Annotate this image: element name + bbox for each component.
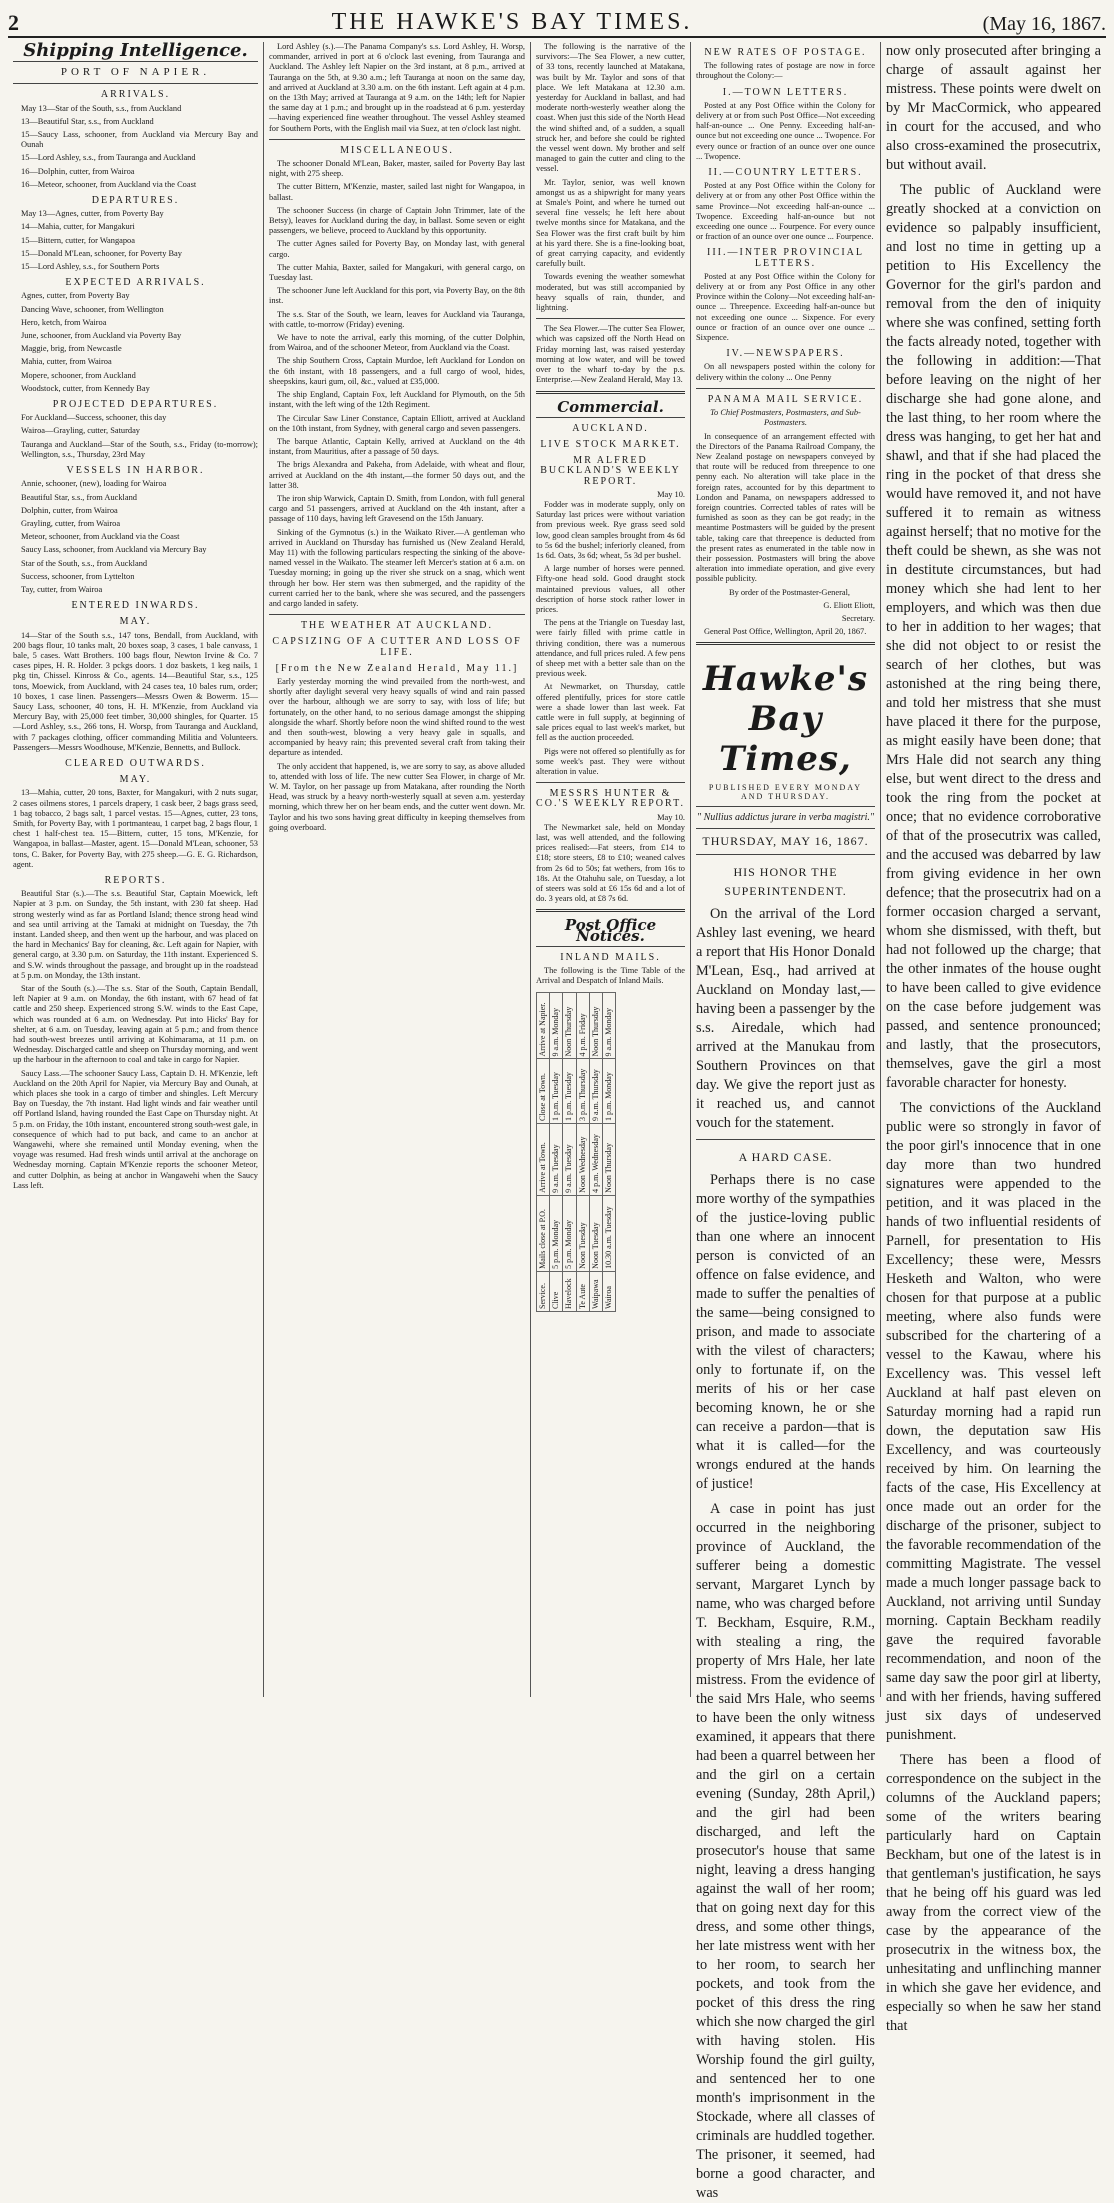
list-item: 15—Saucy Lass, schooner, from Auckland via Mercury Bay and Ounah	[21, 130, 258, 150]
divider	[536, 946, 685, 947]
divider	[696, 828, 875, 829]
hard-case-paragraph: Perhaps there is no case more worthy of the sympathies of the justice-loving public than one where an innocent person is convicted of an offence on false evidence, and made to suffer the penalties of the same—being consigned to prison, and made to associate with the vilest of characters; only to fortunate if, on the merits of his or her case becoming known, he or she can receive a pardon—that is what it is called—for the wrongs endured at the hands of justice!	[696, 1172, 875, 1493]
list-item: Dolphin, cutter, from Wairoa	[21, 505, 118, 515]
newspaper-title: THE HAWKE'S BAY TIMES.	[331, 9, 693, 35]
continued-paragraph: The convictions of the Auckland public were so strongly in favor of the poor girl's innocence that in one day more than two hundred signatures were appended to the petition, and it was placed in the hands of two influential residents of Parnell, for presentation to His Excellency; these were, Messrs Hesketh and Walton, who were chosen for that purpose at a public meeting, where also funds were subscribed for the chartering of a vessel to the Kawau, where his Excellency was. This vessel left Auckland at half past eleven on Saturday morning had a rapid run down, the deputation saw His Excellency, and was courteously received by him. On learning the facts of the case, His Excellency at once made out an order for the discharge of the prisoner, subject to the favorable recommendation of the committing Magistrate. The vessel made a much longer passage back to Auckland, not arriving until Sunday morning. Captain Beckham readily gave the required favorable recommendation, and noon of the same day saw the poor girl at liberty, and with her friends, having suffered just six days of undeserved punishment.	[886, 1100, 1101, 1743]
reports-heading: REPORTS.	[104, 875, 167, 886]
table-cell: 9 a.m. Tuesday	[550, 1124, 563, 1196]
table-cell: 4 p.m. Friday	[576, 993, 589, 1059]
divider	[536, 909, 685, 912]
divider	[536, 391, 685, 394]
table-header-row	[537, 993, 550, 1312]
weather-paragraph: Early yesterday morning the wind prevailed from the north-west, and shortly after daylight several very heavy squalls of wind and rain passed over the harbour, although we are sorry to say, with loss of life; but fortunately, on the other hand, to no serious damage amongst the shipping alongside the wharf. Shortly before noon the wind shifted round to the west and then south-west, blowing a very heavy gale in squalls, and accompanied by heavy rain; this prevented several craft from taking their departure as intended.	[269, 676, 525, 758]
expected-heading: EXPECTED ARRIVALS.	[65, 277, 206, 289]
lord-ashley-report: Lord Ashley (s.).—The Panama Company's s.s. Lord Ashley, H. Worsp, commander, arrived in port at 6 o'clock last evening, from Tauranga and Auckland. The Ashley left Napier on the 3rd instant, at 8 p.m., arrived at Tauranga on the 5th, at 9.30 a.m.; left Tauranga at noon on the same day, and arrived at Auckland at 3.30 a.m. on the 6th instant. Left again at 4 p.m. on the 13th May; arrived at Tauranga at 9 a.m. on the 14th; left for Napier the same day at 1 p.m.; and brought up in the roadstead at 6 p.m. yesterday—having experienced fine weather throughout. The vessel Ashley steamed for Southern Ports, with the English mail via Suez, at ten o'clock last night.	[269, 42, 525, 133]
misc-paragraph: We have to note the arrival, early this morning, of the cutter Dolphin, from Wairoa, and of the schooner Meteor, from Auckland via the Coast.	[269, 333, 525, 353]
panama-role: Secretary.	[841, 613, 875, 623]
list-item: 16—Dolphin, cutter, from Wairoa	[21, 166, 135, 176]
misc-paragraph: Sinking of the Gymnotus (s.) in the Waikato River.—A gentleman who arrived in Auckland on Thursday has furnished us (New Zealand Herald, May 11) with the following particulars respecting the sinking of the above-named vessel in the Waikato. The steamer left Mercer's station at 6 a.m. on Tuesday morning; in going up the river she struck on a snag, which went through her bow. Her stern was then submerged, and the rapidity of the current carried her to the bank, where she was secured, and the passengers and cargo landed in safety.	[269, 527, 525, 608]
column-shipping	[8, 42, 264, 1697]
misc-paragraph: The ship Southern Cross, Captain Murdoe, left Auckland for London on the 6th instant, with 18 passengers, and a full cargo of wool, hides, sheepskins, kauri gum, oil, &c., valued at £35,000.	[269, 356, 525, 386]
entered-heading: ENTERED INWARDS.	[71, 600, 200, 612]
list-item: Woodstock, cutter, from Kennedy Bay	[21, 383, 150, 393]
list-item: Grayling, cutter, from Wairoa	[21, 518, 121, 528]
misc-paragraph: The cutter Mahia, Baxter, sailed for Mangakuri, with general cargo, on Tuesday last.	[269, 262, 525, 283]
report-paragraph: Saucy Lass.—The schooner Saucy Lass, Captain D. H. M'Kenzie, left Auckland on the 20th April for Napier, via Mercury Bay and Ounah, at which places she took in a cargo of timber and shingles. Left Mercury Bay on Tuesday, the 7th instant. Had light winds and fair weather until off Portland Island, having rounded the East Cape on Thursday night. At 5 p.m. on Friday, the 10th instant, encountered strong south-west gale, in consequence of which had to put back, and came to an anchor at Wangawehi, where she remained until Monday evening, when the voyage was resumed. Had fresh winds until arrival at the anchorage on Wednesday morning. Captain M'Kenzie reports the schooner Meteor, and cutter Dolphin, as being at anchor in Wangawehi when the Saucy Lass left.	[13, 1068, 258, 1190]
market-paragraph: Pigs were not offered so plentifully as for some week's past. They were without alteration in value.	[536, 746, 685, 776]
divider	[13, 61, 258, 62]
report-date: May 10.	[657, 489, 685, 499]
superintendent-text: On the arrival of the Lord Ashley last evening, we heard a report that His Honor Donald M'Lean, Esq., had arrived at Auckland on Monday last,—having been a passenger by the s.s. Airedale, which had arrived at the Manukau from Southern Provinces on that day. We give the report just as it reached us, and cannot vouch for the statement.	[696, 906, 875, 1132]
list-item: Saucy Lass, schooner, from Auckland via Mercury Bay	[21, 545, 207, 555]
table-row	[589, 993, 602, 1312]
list-item: Agnes, cutter, from Poverty Bay	[21, 291, 130, 301]
panama-text: In consequence of an arrangement effected with the Directors of the Panama Railroad Company, the New Zealand postage on newspapers conveyed by that route will be reduced from threepence to one penny each. No alteration will take place in the foreign rates, accounted for by this department to London and Panama, on newspapers addressed to foreign countries. Corrected tables of rates will be furnished as soon as they can be got ready; in the meantime Postmasters will be guided by the present table, taking care that threepence is deducted from the present rates as enumerated in the table now in their possession. Postmasters will bring the above alteration into immediate operation, and give every possible publicity.	[696, 431, 875, 584]
report-paragraph: Beautiful Star (s.).—The s.s. Beautiful Star, Captain Moewick, left Napier at 3 p.m. on Sunday, the 5th instant, with 230 fat sheep. Had strong westerly wind as far as Portland Island; thence strong head wind and sea until arriving at the Tamaki at midnight on Tuesday, the 7th instant. Landed sheep, and then went up the harbour, and was placed on the hard in Mechanics' Bay for cleaning, &c. Left again for Napier, with general cargo, at 3.30 p.m. on Saturday, the 11th instant. Experienced S. and S.W. winds throughout the passage, and brought up in the roadstead at 5 p.m. on Monday, the 13th instant.	[13, 889, 258, 980]
list-item: 13—Beautiful Star, s.s., from Auckland	[21, 116, 154, 126]
table-cell: 1 p.m. Tuesday	[563, 1059, 576, 1124]
mail-table-wrap	[536, 992, 685, 1322]
weather-paragraph: The only accident that happened, is, we are sorry to say, as above alluded to, attended with loss of life. The new cutter Sea Flower, in charge of Mr. W. M. Taylor, on her passage up from Matakana, after rounding the North Head, was struck by a heavy north-westerly squall at seven a.m. yesterday morning, which threw her on her beam ends, and the cutter went down. Mr. Taylor and his two sons having great difficulty in keeping themselves from going overboard.	[269, 761, 525, 832]
list-item: 14—Mahia, cutter, for Mangakuri	[21, 222, 135, 232]
list-item: 15—Donald M'Lean, schooner, for Poverty Bay	[21, 248, 182, 258]
divider	[13, 83, 258, 84]
columns	[8, 40, 1106, 2202]
list-item: Success, schooner, from Lyttelton	[21, 571, 135, 581]
masthead	[8, 8, 1106, 38]
town-letters-text: Posted at any Post Office within the Colony for delivery at or from such Post Office—Not exceeding half-an-ounce ... One Penny. Exceeding half-an-ounce but not exceeding one ounce ... Twopence. For every ounce or fraction of an ounce over one ounce ... Twopence.	[696, 100, 875, 161]
panama-place: General Post Office, Wellington, April 20, 1867.	[704, 627, 867, 637]
weather-subheading: CAPSIZING OF A CUTTER AND LOSS OF LIFE.	[272, 636, 522, 658]
list-item: Hero, ketch, from Wairoa	[21, 317, 107, 327]
list-item: Beautiful Star, s.s., from Auckland	[21, 492, 137, 502]
list-item: Wairoa—Grayling, cutter, Saturday	[21, 426, 140, 436]
postage-intro: The following rates of postage are now in force throughout the Colony:—	[696, 61, 875, 81]
entered-month: MAY.	[119, 616, 152, 628]
misc-paragraph: The cutter Bittern, M'Kenzie, master, sailed last night for Wangapoa, in ballast.	[269, 182, 525, 202]
market-paragraph: A large number of horses were penned. Fifty-one head sold. Good draught stock maintained previous values, all other description of horse stock rather lower in prices.	[536, 564, 685, 614]
list-item: 15—Lord Ashley, s.s., for Southern Ports	[21, 262, 160, 272]
misc-paragraph: The barque Atlantic, Captain Kelly, arrived at Auckland on the 4th instant, from Mauritius, after a passage of 50 days.	[269, 436, 525, 457]
list-item: Mopere, schooner, from Auckland	[21, 370, 136, 380]
superintendent-heading: HIS HONOR THE SUPERINTENDENT.	[724, 865, 847, 899]
table-cell: 9 a.m. Monday	[603, 993, 616, 1059]
hunter-report-heading: MESSRS HUNTER & CO.'S WEEKLY REPORT.	[536, 788, 685, 810]
table-row	[550, 993, 563, 1312]
entered-text: 14—Star of the South s.s., 147 tons, Bendall, from Auckland, with 200 bags flour, 10 tanks malt, 20 boxes soap, 3 cases, 1 bale canvass, 1 bale, 5 cases. Watt Brothers. 100 bags flour, Newton Irvine & Co. 7 cases pipes, H. R. Holder. 3 pckgs doors. 1 doz baskets, 1 keg nails, 1 pkg tin, Chissel. Kinross & Co., agents. 14—Beautiful Star, s.s., 125 tons, Moewick, from Auckland, with 24 cases tea, 10 bales rum, order; 10 boxes, 1 case linen. Passengers—Messrs Owen & Bowerm. 15—Saucy Lass, schooner, 40 tons, H. H. M'Kenzie, from Auckland via Mercury Bay, with 25,000 feet timber, 30,000 shingles, for Quarter. 15—Lord Ashley, s.s., 266 tons, H. Worsp, from Tauranga and Auckland, with 7 packages clothing, officer commanding Militia and Volunteers. Passengers—Messrs Woodhouse, M'Kenzie, Bennetts, and Bullock.	[13, 630, 258, 752]
divider	[696, 642, 875, 645]
continued-paragraph: There has been a flood of correspondence on the subject in the columns of the Auckland papers; some of the writers bearing particularly hard on Captain Beckham, but one of the latest is in that gentleman's justification, he says that he being off his guard was led away from the correct view of the case by the appearance of the prosecutrix in the witness box, the unhesitating and unflinching manner in which she gave her evidence, and especially so when he saw her stand that	[886, 1752, 1101, 2034]
table-cell: Noon Thursday	[589, 993, 602, 1059]
table-cell: 1 p.m. Monday	[603, 1059, 616, 1124]
list-item: Tay, cutter, from Wairoa	[21, 584, 103, 594]
list-item: Star of the South, s.s., from Auckland	[21, 558, 148, 568]
list-item: 15—Bittern, cutter, for Wangapoa	[21, 235, 135, 245]
commercial-heading: Commercial.	[557, 397, 664, 416]
cleared-month: MAY.	[119, 774, 152, 786]
inland-intro: The following is the Time Table of the Arrival and Despatch of Inland Mails.	[536, 966, 685, 986]
table-cell: 5 p.m. Monday	[550, 1196, 563, 1272]
country-letters-text: Posted at any Post Office within the Colony for delivery at or from any other Post Office within the same Province—Not exceeding half-an-ounce ... Twopence. Exceeding half-an-ounce but not exceeding one ounce ... Fourpence. For every ounce or fraction of an ounce over one ounce ... Fourpence.	[696, 181, 875, 242]
list-item: May 13—Agnes, cutter, from Poverty Bay	[21, 209, 164, 219]
cleared-heading: CLEARED OUTWARDS.	[65, 757, 206, 769]
divider	[696, 854, 875, 855]
hunter-paragraph: The Newmarket sale, held on Monday last, was well attended, and the following prices realised:—Fat steers, from £14 to £18; store steers, £8 to £10; weaned calves from 2s 6d to 50s; fat wethers, from 16s to 18s. At the Otahuhu sale, on Tuesday, a lot of steers was sold at £6 15s 6d and a lot of do. 3 years old, at £8 7s 6d.	[536, 822, 685, 904]
motto: " Nullius addictus jurare in verba magistri."	[696, 812, 875, 824]
misc-paragraph: The schooner Donald M'Lean, Baker, master, sailed for Poverty Bay last night, with 275 sheep.	[269, 159, 525, 179]
panama-signature: G. Eliott Eliott,	[823, 600, 875, 610]
inter-provincial-text: Posted at any Post Office within the Colony for delivery at or from any Post Office in any other Province within the Colony—Not exceeding half-an-ounce ... Threepence. Exceeding half-an-ounce but not exceeding one ounce ... Sixpence. For every ounce or fraction of an ounce over one ounce ... Sixpence.	[696, 271, 875, 343]
misc-paragraph: The Circular Saw Liner Constance, Captain Elliott, arrived at Auckland on the 10th instant, from Sydney, with general cargo and seven passengers.	[269, 413, 525, 433]
divider	[536, 417, 685, 418]
column-postage-editorial	[691, 42, 881, 2202]
arrivals-heading: ARRIVALS.	[100, 89, 171, 101]
market-paragraph: Fodder was in moderate supply, only on Saturday last prices were without variation from previous week. Rye grass seed sold low, good clean samples brought from 4s 6d to 5s 6d the bushel; inferiorly cleaned, from 1s 6d. Oats, 3s 6d; wheat, 5s 3d per bushel.	[536, 499, 685, 560]
table-cell: 5 p.m. Monday	[563, 1196, 576, 1272]
misc-paragraph: The s.s. Star of the South, we learn, leaves for Auckland via Tauranga, with cattle, to-morrow (Friday) evening.	[269, 309, 525, 329]
list-item: June, schooner, from Auckland via Poverty Bay	[21, 331, 182, 341]
table-cell: Noon Thursday	[563, 993, 576, 1059]
issue-date: (May 16, 1867.	[982, 13, 1106, 35]
table-cell: 10.30 a.m. Tuesday	[603, 1196, 616, 1272]
list-item: 15—Lord Ashley, s.s., from Tauranga and Auckland	[21, 153, 196, 163]
post-office-heading: Post Office Notices.	[564, 916, 657, 945]
table-cell: Noon Wednesday	[576, 1124, 589, 1196]
table-cell: 9 a.m. Thursday	[589, 1059, 602, 1124]
cleared-text: 13—Mahia, cutter, 20 tons, Baxter, for Mangakuri, with 2 nuts sugar, 2 cases oilmens stores, 1 parcels drapery, 1 cask beer, 2 bags grass seed, 1 bag tobacco, 2 bags salt, 1 parcel vestas. 15—Agnes, cutter, 23 tons, Smith, for Poverty Bay, with 1 portmanteau, 1 carpet bag, 2 bags flour, 1 chest 1 half-chest tea. 15—Bittern, cutter, 15 tons, M'Kenzie, for Wangapoa, in ballast—Master, agent. 15—Donald M'Lean, schooner, 53 tons, C. Baker, for Poverty Bay, with 275 sheep.—G. E. G. Richardson, agent.	[13, 788, 258, 869]
publication-note: PUBLISHED EVERY MONDAY AND THURSDAY.	[708, 783, 863, 802]
departures-heading: DEPARTURES.	[91, 195, 180, 207]
list-item: Meteor, schooner, from Auckland via the Coast	[21, 532, 180, 542]
country-letters-heading: II.—COUNTRY LETTERS.	[708, 167, 863, 179]
list-item: Tauranga and Auckland—Star of the South, s.s., Friday (to-morrow); Wellington, s.s., Thursday, 23rd May	[21, 439, 258, 459]
list-item: Dancing Wave, schooner, from Wellington	[21, 304, 164, 314]
mail-timetable	[536, 992, 686, 1312]
market-paragraph: At Newmarket, on Thursday, cattle offered plentifully, prices for store cattle were a shade lower than last week. Fat cattle were in full supply, at beginning of sale prices equal to last week's market, but fell as the auction proceeded.	[536, 682, 685, 743]
postage-rates-heading: NEW RATES OF POSTAGE.	[704, 47, 867, 58]
misc-paragraph: The brigs Alexandra and Pakeha, from Adelaide, with wheat and flour, arrived at Auckland on the 4th instant,—the former 50 days out, and the latter 38.	[269, 460, 525, 490]
table-header: Service.	[537, 1272, 550, 1312]
continued-paragraph: The public of Auckland were greatly shocked at a conviction on evidence so palpably insufficient, and lost no time in getting up a petition to His Excellency the Governor for the girl's pardon and removal from the den of iniquity where she was confined, setting forth the facts already noted, together with the following in addition:—That before leaving on the night of her discharge she had gone alone, and the last thing, to her room where the dress was hanging, to get her hat and shawl, and that if she had placed the ring in the pocket of that dress she would have removed it, and not have suffered it to remain as witness against herself; that no motive for the theft could be shewn, as she was not in destitute circumstances, but had money which she had lent to her employers, and which was then due to her in addition to her wages; that she did not object to or resist the search of her clothes, but was astonished at the ring being there, and told her mistress that she must have placed it there for the purpose, as might easily have been done; that Mrs Hale did not search any thing else, but went direct to the dress and took the ring from the pocket at once; that no evidence corroborative of that of the prosecutrix was called, and the accused was debarred by law from giving evidence in her own defence; that the prosecutrix had on a former occasion charged a servant, whom she dismissed, with theft, but had not followed up the charge; that the other inmates of the house ought to have been called to give evidence on the case before judgement was passed, and sentence pronounced; and lastly, that the prosecutors, themselves, gave the girl a most favorable character for honesty.	[886, 182, 1101, 1091]
divider	[269, 614, 525, 615]
column-hard-case-continued	[881, 42, 1106, 2034]
table-cell: Noon Tuesday	[589, 1196, 602, 1272]
list-item: Mahia, cutter, from Wairoa	[21, 357, 112, 367]
divider	[696, 388, 875, 389]
panama-by-order: By order of the Postmaster-General,	[729, 587, 850, 597]
narrative-paragraph: Mr. Taylor, senior, was well known amongst us as a shipwright for many years at Smale's Point, and where he turned out several fine vessels; he left here about twelve months since for Matakana, and the Sea Flower was the first craft built by him at his yard there. She is a fine-looking boat, of great carrying capacity, and evidently carefully built.	[536, 177, 685, 269]
list-item: For Auckland—Success, schooner, this day	[21, 413, 167, 423]
divider	[696, 1139, 875, 1140]
table-cell: 1 p.m. Tuesday	[550, 1059, 563, 1124]
misc-paragraph: The schooner June left Auckland for this port, via Poverty Bay, on the 8th inst.	[269, 286, 525, 306]
town-letters-heading: I.—TOWN LETTERS.	[722, 86, 849, 98]
report-paragraph: Star of the South (s.).—The s.s. Star of the South, Captain Bendall, left Napier at 9 a.m. on Monday, the 6th instant, with 67 head of fat cattle and 250 sheep. Experienced strong S.W. winds to the East Cape, which was rounded at 6 a.m. on Wednesday. Put into Hicks' Bay for shelter, at 6 a.m. on Tuesday, leaving again at 5 p.m.; and from thence had south-west breezes until arriving at Kohimarama, at 11 p.m. on Wednesday. Discharged cattle and sheep on Thursday morning, and went up the harbour in the afternoon to coal and take in cargo for Napier.	[13, 984, 258, 1065]
table-cell: Havelock	[563, 1272, 576, 1312]
hard-case-paragraph: A case in point has just occurred in the neighboring province of Auckland, the sufferer being a domestic servant, Margaret Lynch by name, who was charged before T. Beckham, Esquire, R.M., with stealing a ring, the property of Mrs Hale, her late mistress. From the evidence of the said Mrs Hale, who seems to have been the only witness examined, it appears that there had been a quarrel between her and the girl on a certain evening (Sunday, 28th April,) and the girl had been discharged, and left the prosecutor's house that same night, leaving a dress hanging against the wall of her room; that on going next day for this dress, and some other things, her late mistress went with her to her room, to search her pockets, and took from the pocket of this dress the ring which she now charged the girl with having stolen. His Worship found the girl guilty, and sentenced her to one month's imprisonment in the Stockade, where all classes of criminals are huddled together. The prisoner, it seemed, had borne a good character, and was	[696, 1501, 875, 2202]
misc-paragraph: The schooner Success (in charge of Captain John Trimmer, late of the Betsy), leaves for Auckland during the day, in ballast. Some seven or eight passengers, we believe, proceed to Auckland by this opportunity.	[269, 205, 525, 236]
dateline: THURSDAY, MAY 16, 1867.	[702, 834, 869, 849]
miscellaneous-heading: MISCELLANEOUS.	[340, 144, 454, 156]
market-paragraph: The pens at the Triangle on Tuesday last, were fairly filled with prime cattle in thriving condition, there was a numerous attendance, and full prices ruled. A few pens of sheep met with a better sale than on the previous week.	[536, 618, 685, 679]
table-cell: 9 a.m. Tuesday	[563, 1124, 576, 1196]
harbor-list	[13, 479, 258, 595]
divider	[536, 782, 685, 783]
page-number: 2	[8, 10, 19, 35]
port-heading: PORT OF NAPIER.	[60, 66, 211, 79]
table-row	[603, 993, 616, 1312]
column-miscellaneous	[264, 42, 531, 1697]
continued-paragraph: now only prosecuted after bringing a charge of assault against her mistress. These points were dwelt on by Mr MacCormick, who appeared in court for the accused, and who also cross-examined the prosecutrix, but without avail.	[886, 43, 1101, 173]
list-item: Annie, schooner, (new), loading for Wairoa	[21, 479, 167, 489]
narrative-paragraph: The following is the narrative of the survivors:—The Sea Flower, a new cutter, of 33 tons, recently launched at Matakana, was built by Mr. Taylor and sons of that place. We left Matakana at 12.30 a.m. yesterday for Auckland in ballast, and had moderate north-westerly weather along the coast. When just this side of the North Head the wind shifted and, of a sudden, a squall struck her, and before she could be righted the vessel went down. My brother and self managed to gain the cutter and cling to the vessel.	[536, 42, 685, 174]
weather-heading: THE WEATHER AT AUCKLAND.	[300, 620, 494, 632]
table-cell: Te Aute	[576, 1272, 589, 1312]
table-row	[563, 993, 576, 1312]
divider	[536, 318, 685, 319]
table-cell: Waipawa	[589, 1272, 602, 1312]
table-cell: Noon Tuesday	[576, 1196, 589, 1272]
auckland-heading: AUCKLAND.	[572, 422, 649, 434]
projected-heading: PROJECTED DEPARTURES.	[52, 399, 219, 411]
list-item: 16—Meteor, schooner, from Auckland via the Coast	[21, 179, 197, 189]
hunter-report-date: May 10.	[657, 812, 685, 822]
table-header: Mails close at P.O.	[537, 1196, 550, 1272]
table-cell: Noon Thursday	[603, 1124, 616, 1196]
harbor-heading: VESSELS IN HARBOR.	[66, 465, 205, 477]
paper-title: Hawke's Bay Times,	[702, 659, 869, 780]
shipping-heading: Shipping Intelligence.	[23, 40, 248, 61]
column-commercial	[531, 42, 691, 1697]
table-header: Arrive at Napier.	[537, 993, 550, 1059]
list-item: May 13—Star of the South, s.s., from Auckland	[21, 103, 182, 113]
panama-heading: PANAMA MAIL SERVICE.	[707, 393, 864, 405]
inland-mails-heading: INLAND MAILS.	[560, 951, 661, 963]
table-cell: 9 a.m. Monday	[550, 993, 563, 1059]
newspapers-text: On all newspapers posted within the colony for delivery within the colony ... One Penny	[696, 362, 875, 382]
inter-provincial-heading: III.—INTER PROVINCIAL LETTERS.	[707, 247, 864, 269]
buckland-report-heading: MR ALFRED BUCKLAND'S WEEKLY REPORT.	[540, 455, 681, 487]
table-row	[576, 993, 589, 1312]
expected-list	[13, 291, 258, 394]
divider	[269, 139, 525, 140]
panama-addressee: To Chief Postmasters, Postmasters, and Sub-Postmasters.	[710, 408, 861, 428]
hard-case-heading: A HARD CASE.	[738, 1150, 833, 1165]
divider	[696, 806, 875, 807]
departures-list	[13, 209, 258, 272]
weather-source: [From the New Zealand Herald, May 11.]	[275, 662, 519, 674]
newspapers-heading: IV.—NEWSPAPERS.	[726, 348, 845, 360]
misc-paragraph: The cutter Agnes sailed for Poverty Bay, on Monday last, with general cargo.	[269, 239, 525, 259]
misc-paragraph: The iron ship Warwick, Captain D. Smith, from London, with full general cargo and 51 passengers, arrived at Auckland on the 4th instant, after a passage of 110 days, having left Gravesend on the 15th January.	[269, 493, 525, 524]
arrivals-list	[13, 104, 258, 190]
table-cell: Wairoa	[603, 1272, 616, 1312]
list-item: Maggie, brig, from Newcastle	[21, 344, 122, 354]
table-header: Arrive at Town.	[537, 1124, 550, 1196]
table-cell: 4 p.m. Wednesday	[589, 1124, 602, 1196]
narrative-paragraph: Towards evening the weather somewhat moderated, but was still accompanied by heavy squalls of rain, thunder, and lightning.	[536, 272, 685, 313]
projected-list	[13, 413, 258, 460]
live-stock-heading: LIVE STOCK MARKET.	[540, 438, 681, 450]
table-header: Close at Town.	[537, 1059, 550, 1124]
sea-flower-note: The Sea Flower.—The cutter Sea Flower, which was capsized off the North Head on Friday morning last, was raised yesterday morning at low water, and will be towed over to the wharf to-day by the p.s. Enterprise.—New Zealand Herald, May 13.	[536, 324, 685, 385]
table-cell: 3 p.m. Thursday	[576, 1059, 589, 1124]
table-cell: Clive	[550, 1272, 563, 1312]
misc-paragraph: The ship England, Captain Fox, left Auckland for Plymouth, on the 5th instant, with the left wing of the 12th Regiment.	[269, 390, 525, 410]
